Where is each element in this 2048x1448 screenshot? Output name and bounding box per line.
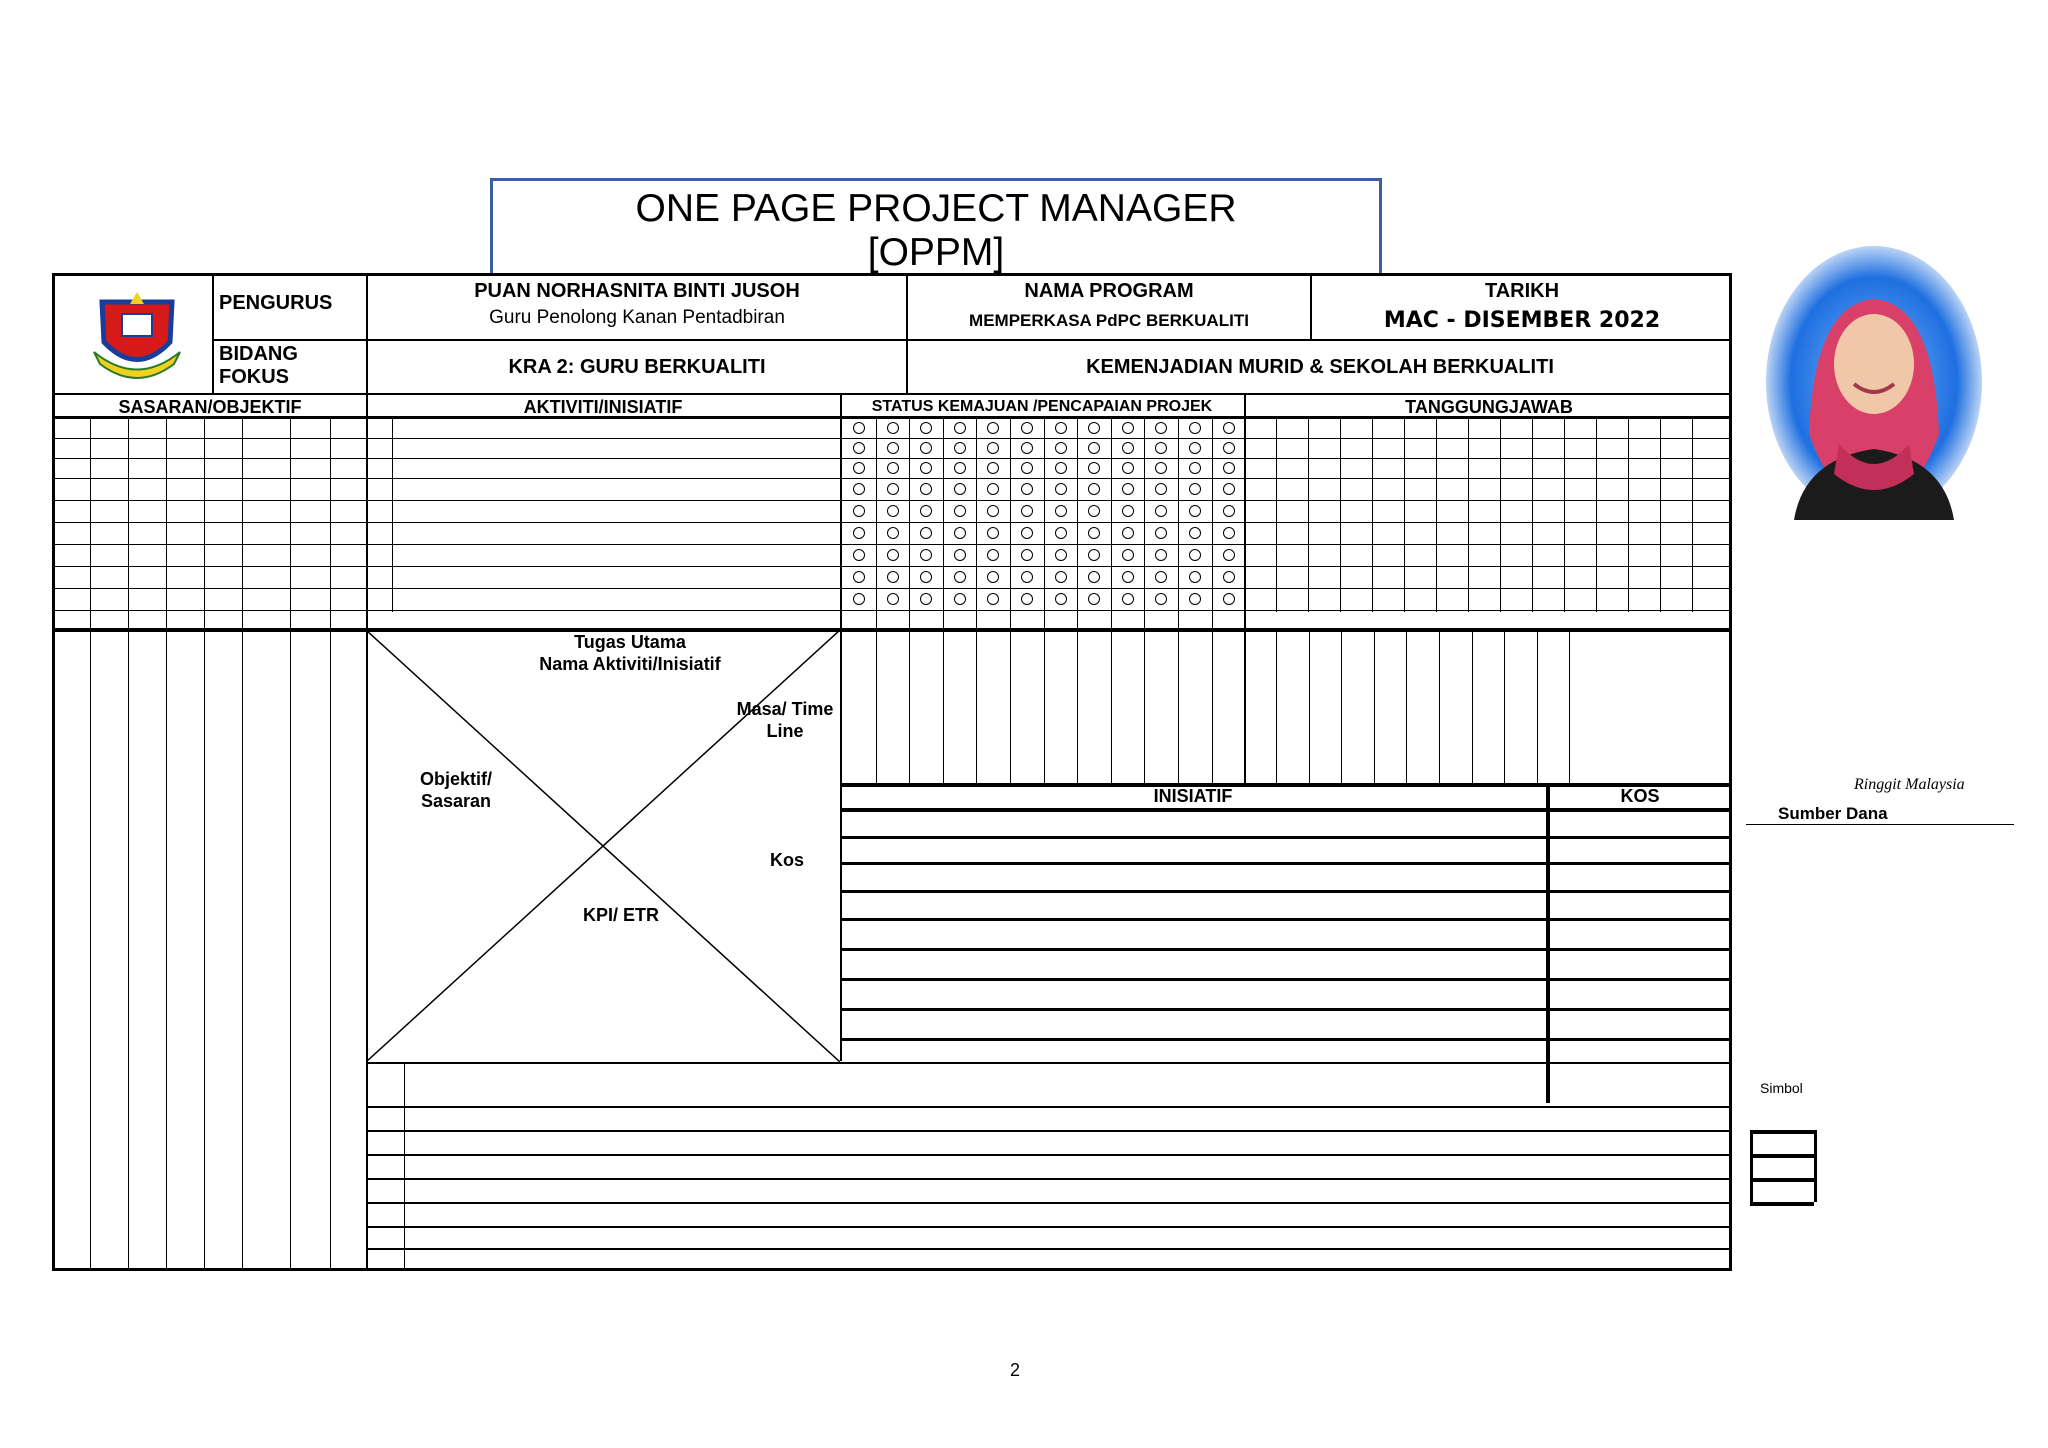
col-line [1308, 416, 1309, 612]
status-circle-icon [853, 422, 865, 434]
status-circle-icon [887, 442, 899, 454]
status-circle-icon [1021, 442, 1033, 454]
status-circle-icon [1189, 483, 1201, 495]
task-label: Tugas Utama [574, 632, 686, 652]
col-line [1178, 416, 1179, 784]
objective-label: Objektif/ Sasaran [419, 769, 492, 811]
status-circle-icon [1122, 549, 1134, 561]
row-line [52, 544, 1732, 545]
status-circle-icon [1189, 422, 1201, 434]
col-line [330, 416, 331, 628]
status-circle-icon [853, 442, 865, 454]
status-circle-icon [954, 505, 966, 517]
col-line [90, 416, 91, 628]
row-line [366, 1062, 1732, 1064]
kra-label: KRA 2: GURU BERKUALITI [508, 356, 766, 378]
status-circle-icon [853, 505, 865, 517]
row-line [52, 458, 1732, 459]
row-line [1750, 1130, 1814, 1134]
col-line [1537, 630, 1538, 783]
col-line [1044, 416, 1045, 784]
status-circle-icon [1122, 593, 1134, 605]
row-line [366, 1202, 1732, 1204]
status-circle-icon [1021, 571, 1033, 583]
legend-title: Simbol [1760, 1080, 1803, 1096]
pengurus-label: PENGURUS [219, 292, 333, 314]
col-line [242, 416, 243, 628]
row-line [1750, 1154, 1814, 1158]
col-line [909, 416, 910, 784]
row-line [366, 1154, 1732, 1156]
time-label: Masa/ Time Line [736, 699, 834, 741]
status-circle-icon [853, 593, 865, 605]
col-line [1439, 630, 1440, 783]
date-value: MAC - DISEMBER 2022 [1383, 308, 1661, 333]
col-line [1814, 1130, 1817, 1202]
col-line [392, 416, 393, 612]
col-line [1374, 630, 1375, 783]
status-circle-icon [1122, 527, 1134, 539]
status-circle-icon [1122, 571, 1134, 583]
status-circle-icon [1055, 483, 1067, 495]
col-line [1276, 630, 1277, 783]
program-name: MEMPERKASA PdPC BERKUALITI [969, 311, 1249, 330]
status-circle-icon [1021, 593, 1033, 605]
status-circle-icon [1055, 442, 1067, 454]
status-circle-icon [1189, 442, 1201, 454]
col-line [1750, 1130, 1753, 1202]
school-crest-icon [82, 282, 192, 382]
col-line [1404, 416, 1405, 612]
row-line [840, 978, 1732, 981]
status-circle-icon [887, 505, 899, 517]
row-line [52, 438, 1732, 439]
bidang-label: BIDANG FOKUS [219, 343, 298, 388]
status-circle-icon [887, 462, 899, 474]
status-circle-icon [1189, 505, 1201, 517]
col-line [1372, 416, 1373, 612]
col-line [1340, 416, 1341, 612]
col-line [128, 416, 129, 628]
status-circle-icon [887, 422, 899, 434]
col-line [1341, 630, 1342, 783]
task-sub-label: Nama Aktiviti/Inisiatif [539, 654, 721, 674]
activities-header: AKTIVITI/INISIATIF [523, 397, 683, 417]
row-line [840, 1038, 1732, 1041]
status-circle-icon [1021, 422, 1033, 434]
row-line [840, 836, 1732, 839]
status-circle-icon [887, 593, 899, 605]
row-line [52, 566, 1732, 567]
status-circle-icon [1122, 442, 1134, 454]
row-line [52, 522, 1732, 523]
status-header: STATUS KEMAJUAN /PENCAPAIAN PROJEK [871, 398, 1213, 415]
kra-outcome: KEMENJADIAN MURID & SEKOLAH BERKUALITI [1086, 356, 1554, 378]
status-circle-icon [1189, 462, 1201, 474]
col-line [1309, 630, 1310, 783]
col-line [1692, 416, 1693, 612]
status-circle-icon [1223, 505, 1235, 517]
row-line [840, 918, 1732, 921]
page-number: 2 [1010, 1360, 1021, 1380]
col-line [290, 630, 291, 1271]
manager-portrait [1764, 244, 1984, 520]
row-line [366, 1106, 1732, 1108]
status-circle-icon [1223, 571, 1235, 583]
col-line [1564, 416, 1565, 612]
title-line1: ONE PAGE PROJECT MANAGER [635, 187, 1237, 230]
status-circle-icon [1223, 422, 1235, 434]
status-circle-icon [853, 527, 865, 539]
col-line [204, 630, 205, 1271]
status-circle-icon [1055, 505, 1067, 517]
objectives-header: SASARAN/OBJEKTIF [118, 397, 302, 417]
status-circle-icon [1189, 527, 1201, 539]
status-circle-icon [1055, 549, 1067, 561]
status-circle-icon [1223, 527, 1235, 539]
col-line [1569, 630, 1570, 783]
row-line [52, 500, 1732, 501]
col-line [1077, 416, 1078, 784]
status-circle-icon [1021, 527, 1033, 539]
status-circle-icon [887, 571, 899, 583]
col-line [1468, 416, 1469, 612]
row-line [366, 1248, 1732, 1250]
manager-role: Guru Penolong Kanan Pentadbiran [489, 307, 785, 328]
col-line [1276, 416, 1277, 612]
status-circle-icon [887, 549, 899, 561]
status-circle-icon [1021, 505, 1033, 517]
responsibility-header: TANGGUNGJAWAB [1405, 397, 1573, 417]
col-line [90, 630, 91, 1271]
col-line [1010, 416, 1011, 784]
status-circle-icon [1055, 462, 1067, 474]
status-circle-icon [1055, 593, 1067, 605]
title-line2: [OPPM] [867, 231, 1005, 274]
row-line [52, 610, 1732, 611]
row-line [52, 478, 1732, 479]
col-line [1628, 416, 1629, 612]
col-line [204, 416, 205, 628]
col-line [290, 416, 291, 628]
col-line [330, 630, 331, 1271]
col-line [876, 416, 877, 784]
matrix-diagonal [366, 630, 840, 1062]
cost-header: KOS [1620, 786, 1660, 806]
col-line [1144, 416, 1145, 784]
col-line [1436, 416, 1437, 612]
col-line [166, 416, 167, 628]
status-circle-icon [1021, 483, 1033, 495]
status-circle-icon [1055, 527, 1067, 539]
row-line [1750, 1202, 1814, 1206]
row-line [366, 1130, 1732, 1132]
col-line [1406, 630, 1407, 783]
status-circle-icon [954, 442, 966, 454]
status-circle-icon [1055, 571, 1067, 583]
title-box [490, 178, 1382, 276]
col-line [1500, 416, 1501, 612]
col-line [976, 416, 977, 784]
row-line [1750, 1178, 1814, 1182]
status-circle-icon [887, 527, 899, 539]
row-line [840, 862, 1732, 865]
status-circle-icon [853, 483, 865, 495]
status-circle-icon [954, 462, 966, 474]
status-circle-icon [954, 571, 966, 583]
col-line [943, 416, 944, 784]
date-label: TARIKH [1484, 280, 1560, 302]
status-circle-icon [1122, 422, 1134, 434]
status-circle-icon [1122, 462, 1134, 474]
status-circle-icon [1223, 442, 1235, 454]
status-circle-icon [954, 549, 966, 561]
manager-name: PUAN NORHASNITA BINTI JUSOH [474, 280, 800, 302]
status-circle-icon [1223, 462, 1235, 474]
status-circle-icon [1223, 593, 1235, 605]
col-line [1212, 416, 1213, 784]
status-circle-icon [954, 483, 966, 495]
col-line [242, 630, 243, 1271]
row-line [366, 1226, 1732, 1228]
status-circle-icon [853, 462, 865, 474]
program-label: NAMA PROGRAM [1024, 280, 1194, 302]
col-line [404, 1062, 405, 1271]
col-line [1532, 416, 1533, 612]
funding-title: Sumber Dana [1778, 804, 1888, 823]
col-line [1472, 630, 1473, 783]
status-circle-icon [1189, 593, 1201, 605]
status-circle-icon [853, 571, 865, 583]
status-circle-icon [887, 483, 899, 495]
kpi-label: KPI/ ETR [582, 905, 659, 925]
row-line [840, 948, 1732, 951]
status-circle-icon [954, 593, 966, 605]
initiatives-header: INISIATIF [1153, 786, 1233, 806]
row-line [840, 1008, 1732, 1011]
status-circle-icon [1021, 549, 1033, 561]
row-line [52, 418, 1732, 419]
status-circle-icon [1021, 462, 1033, 474]
status-circle-icon [954, 527, 966, 539]
status-circle-icon [1122, 505, 1134, 517]
row-line [840, 890, 1732, 893]
status-circle-icon [954, 422, 966, 434]
currency-note: Ringgit Malaysia [1854, 776, 1965, 793]
row-line [366, 1178, 1732, 1180]
status-circle-icon [1122, 483, 1134, 495]
col-line [1504, 630, 1505, 783]
status-circle-icon [1223, 483, 1235, 495]
col-line [128, 630, 129, 1271]
status-circle-icon [1189, 549, 1201, 561]
status-circle-icon [853, 549, 865, 561]
col-line [1660, 416, 1661, 612]
col-line [1596, 416, 1597, 612]
col-line [1111, 416, 1112, 784]
col-line [166, 630, 167, 1271]
status-circle-icon [1055, 422, 1067, 434]
cost-label: Kos [770, 850, 805, 870]
status-circle-icon [1189, 571, 1201, 583]
row-line [52, 588, 1732, 589]
status-circle-icon [1223, 549, 1235, 561]
